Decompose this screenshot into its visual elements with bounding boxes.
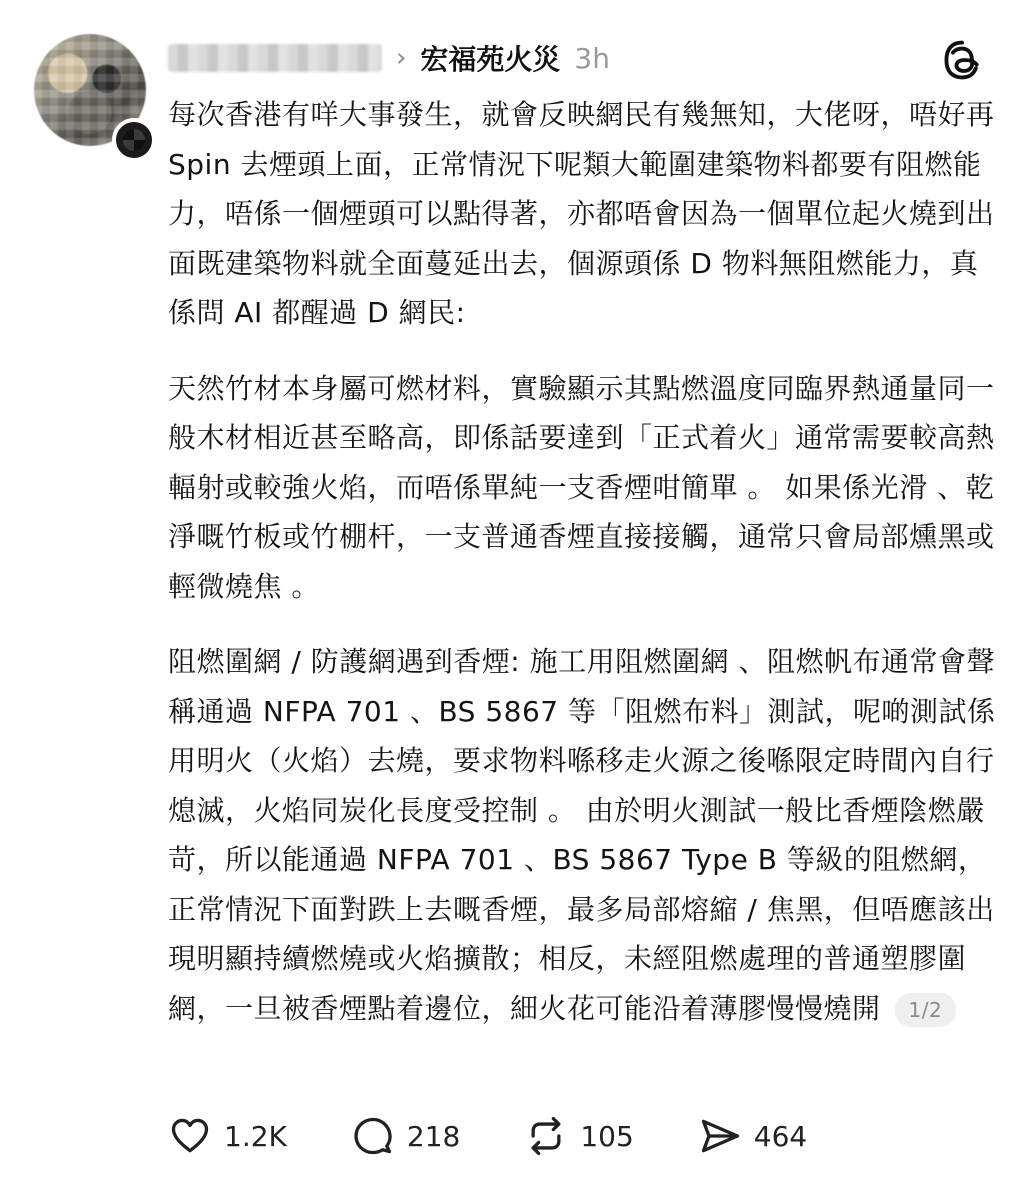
- repost-icon: [524, 1114, 568, 1158]
- reply-count: 218: [406, 1119, 461, 1153]
- action-bar: [168, 1114, 871, 1158]
- repost-button[interactable]: [524, 1114, 633, 1158]
- send-icon: [698, 1114, 742, 1158]
- threads-logo-icon[interactable]: [940, 38, 984, 82]
- post-paragraph: [168, 637, 998, 1033]
- post-body: [168, 90, 998, 1059]
- like-count: 1.2K: [224, 1119, 287, 1153]
- page-indicator[interactable]: 1/2: [895, 993, 957, 1027]
- post-time: 3h: [574, 41, 610, 75]
- repost-count: 105: [580, 1119, 634, 1153]
- post-paragraph: 每次香港有咩大事發生，就會反映網民有幾無知，大佬呀，唔好再 Spin 去煙頭上面，正常情況下呢類大範圍建築物料都要有阻燃能力，唔係一個煙頭可以點得著，亦都唔會因為一個單位起火燒到出面既建築物料就全面蔓延出去，個源頭係 D 物料無阻燃能力，真係問 AI 都醒過 D 網民:: [168, 98, 995, 329]
- like-button[interactable]: [168, 1114, 287, 1158]
- share-count: 464: [753, 1119, 808, 1153]
- share-button[interactable]: [698, 1114, 807, 1158]
- heart-icon: [168, 1114, 212, 1158]
- username[interactable]: [168, 44, 382, 72]
- topic-tag[interactable]: 宏福苑火災: [420, 43, 561, 76]
- chevron-right-icon: ›: [396, 43, 407, 73]
- avatar-badge: [112, 118, 156, 162]
- reply-button[interactable]: [351, 1114, 460, 1158]
- post-header: [168, 36, 610, 80]
- comment-icon: [351, 1114, 395, 1158]
- post-paragraph: 天然竹材本身屬可燃材料，實驗顯示其點燃溫度同臨界熱通量同一般木材相近甚至略高，即係話要達到「正式着火」通常需要較高熱輻射或較強火焰，而唔係單純一支香煙咁簡單 。 如果係光滑 、乾淨嘅竹板或竹棚杆，一支普通香煙直接接觸，通常只會局部燻黑或輕微燒焦 。: [168, 371, 995, 603]
- post-paragraph-text: 阻燃圍網 / 防護網遇到香煙: 施工用阻燃圍網 、阻燃帆布通常會聲稱通過 NFPA 701 、BS 5867 等「阻燃布料」測試，呢啲測試係用明火（火焰）去燒，要求物料喺移走火源之後喺限定時間內自行熄滅，火焰同炭化長度受控制 。 由於明火測試一般比香煙陰燃嚴苛，所以能通過 NFPA 701 、BS 5867 Type B 等級的阻燃網，正常情況下面對跌上去嘅香煙，最多局部熔縮 / 焦黑，但唔應該出現明顯持續燃燒或火焰擴散；相反，未經阻燃處理的普通塑膠圍網，一旦被香煙點着邊位，細火花可能沿着薄膠慢慢燒開: [168, 645, 996, 1025]
